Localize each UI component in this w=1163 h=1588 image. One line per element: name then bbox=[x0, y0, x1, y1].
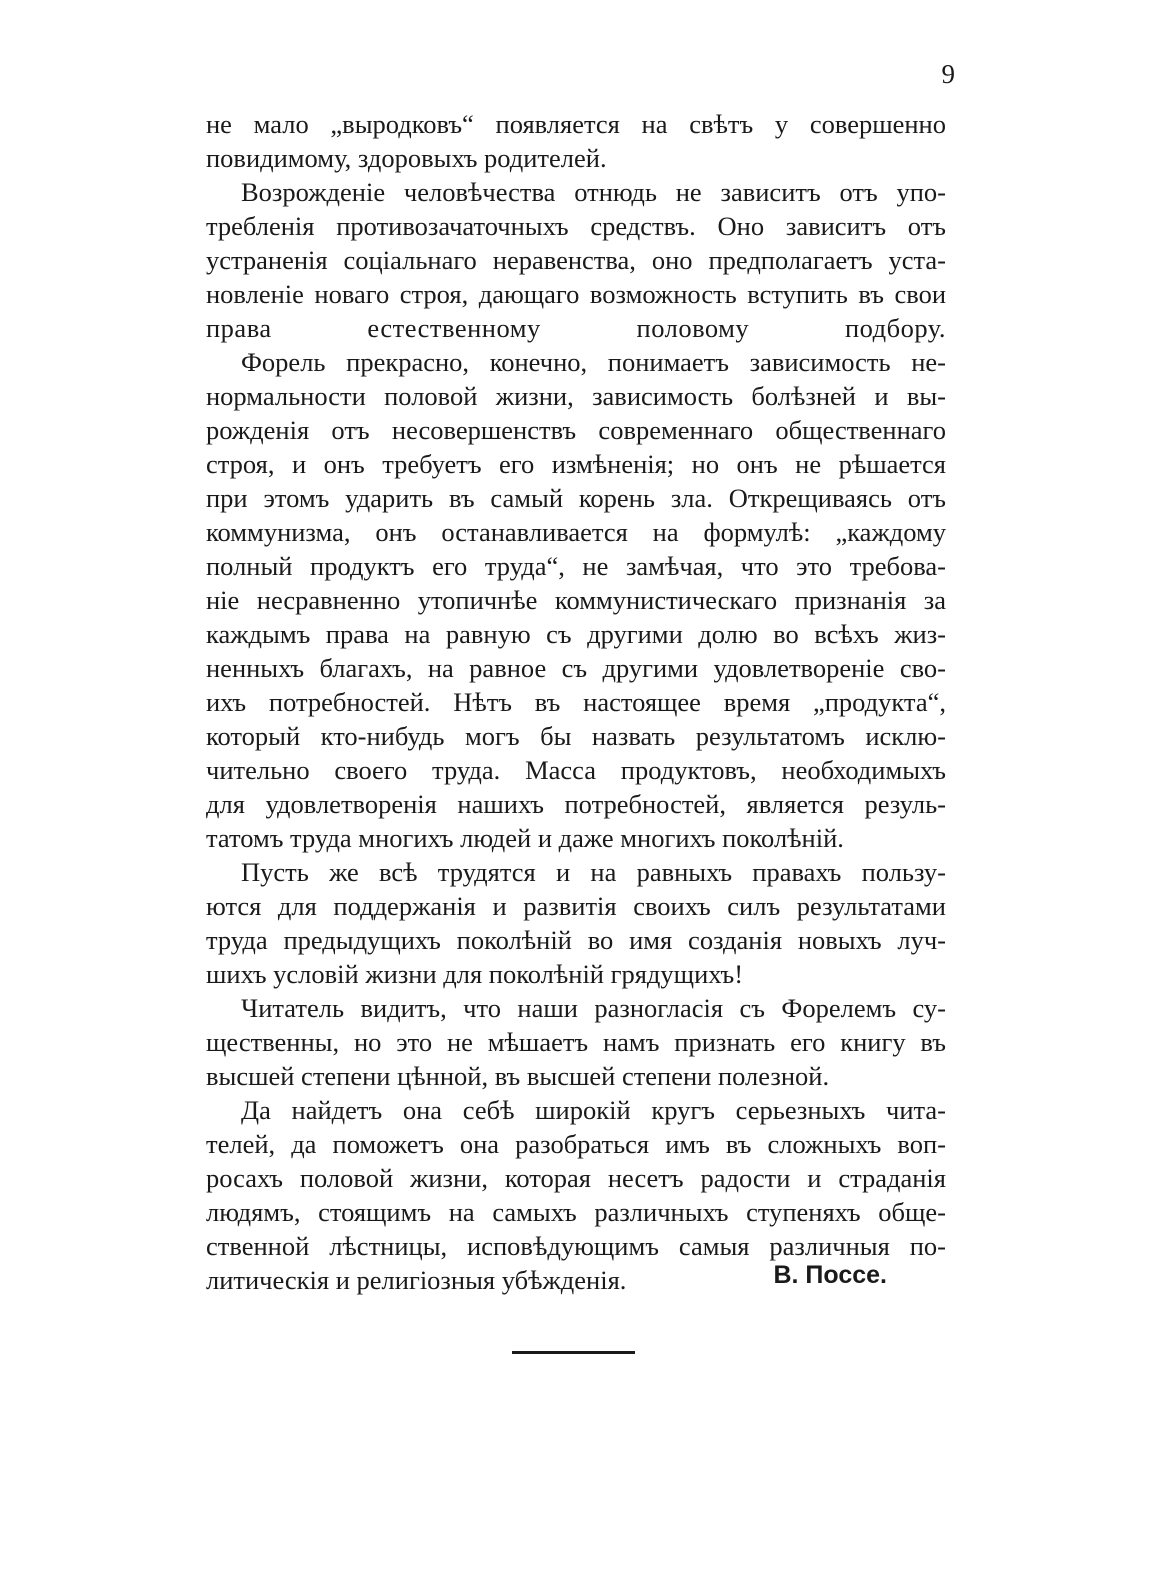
text-line: Читатель видитъ, что наши разногласія съ Форелемъ су- bbox=[241, 993, 946, 1023]
body-text bbox=[206, 107, 946, 1297]
text-line: труда предыдущихъ поколѣній во имя созданія новыхъ луч- bbox=[206, 925, 946, 955]
text-line: ственной лѣстницы, исповѣдующимъ самыя различныя по- bbox=[206, 1231, 946, 1261]
text-line: для удовлетворенія нашихъ потребностей, является резуль- bbox=[206, 789, 946, 819]
text-line: высшей степени цѣнной, въ высшей степени полезной. bbox=[206, 1061, 830, 1091]
text-line: людямъ, стоящимъ на самыхъ различныхъ ступеняхъ обще- bbox=[206, 1197, 946, 1227]
text-line: ненныхъ благахъ, на равное съ другими удовлетвореніе сво- bbox=[206, 653, 946, 683]
text-line: строя, и онъ требуетъ его измѣненія; но онъ не рѣшается bbox=[206, 449, 946, 479]
text-line: литическія и религіозныя убѣжденія. bbox=[206, 1265, 627, 1295]
text-line: Да найдетъ она себѣ широкій кругъ серьезныхъ чита- bbox=[241, 1095, 946, 1125]
text-line: повидимому, здоровыхъ родителей. bbox=[206, 143, 607, 173]
text-line: устраненія соціальнаго неравенства, оно предполагаетъ уста- bbox=[206, 245, 946, 275]
text-line: требленія противозачаточныхъ средствъ. Оно зависитъ отъ bbox=[206, 211, 946, 241]
text-line: коммунизма, онъ останавливается на формулѣ: „каждому bbox=[206, 517, 946, 547]
paragraph-5 bbox=[206, 991, 946, 1093]
text-line: права естественному половому подбору. bbox=[206, 313, 946, 343]
text-line: нормальности половой жизни, зависимость болѣзней и вы- bbox=[206, 381, 946, 411]
text-line: каждымъ права на равную съ другими долю во всѣхъ жиз- bbox=[206, 619, 946, 649]
text-line: ются для поддержанія и развитія своихъ силъ результатами bbox=[206, 891, 946, 921]
end-divider bbox=[512, 1351, 635, 1354]
text-line: полный продуктъ его труда“, не замѣчая, что это требова- bbox=[206, 551, 946, 581]
text-line: не мало „выродковъ“ появляется на свѣтъ у совершенно bbox=[206, 109, 946, 139]
page-number: 9 bbox=[941, 59, 955, 89]
text-line: рожденія отъ несовершенствъ современнаго общественнаго bbox=[206, 415, 946, 445]
text-line: росахъ половой жизни, которая несетъ радости и страданія bbox=[206, 1163, 946, 1193]
text-line: Возрожденіе человѣчества отнюдь не зависитъ отъ упо- bbox=[241, 177, 946, 207]
text-line: татомъ труда многихъ людей и даже многихъ поколѣній. bbox=[206, 823, 844, 853]
text-line: который кто-нибудь могъ бы назвать результатомъ исклю- bbox=[206, 721, 946, 751]
text-line: телей, да поможетъ она разобраться имъ въ сложныхъ воп- bbox=[206, 1129, 946, 1159]
text-line: Форель прекрасно, конечно, понимаетъ зависимость не- bbox=[241, 347, 946, 377]
text-line: при этомъ ударить въ самый корень зла. Открещиваясь отъ bbox=[206, 483, 946, 513]
paragraph-2 bbox=[206, 175, 946, 345]
text-line: новленіе новаго строя, дающаго возможность вступить въ свои bbox=[206, 279, 946, 309]
author-signature: В. Поссе. bbox=[773, 1261, 887, 1289]
text-line: Пусть же всѣ трудятся и на равныхъ правахъ пользу- bbox=[241, 857, 946, 887]
text-line: ніе несравненно утопичнѣе коммунистическаго признанія за bbox=[206, 585, 946, 615]
text-line: чительно своего труда. Масса продуктовъ, необходимыхъ bbox=[206, 755, 946, 785]
text-line: щественны, но это не мѣшаетъ намъ признать его книгу въ bbox=[206, 1027, 946, 1057]
paragraph-1 bbox=[206, 107, 946, 175]
text-line: ихъ потребностей. Нѣтъ въ настоящее время „продукта“, bbox=[206, 687, 946, 717]
text-line: шихъ условій жизни для поколѣній грядущихъ! bbox=[206, 959, 744, 989]
paragraph-3 bbox=[206, 345, 946, 855]
paragraph-4 bbox=[206, 855, 946, 991]
